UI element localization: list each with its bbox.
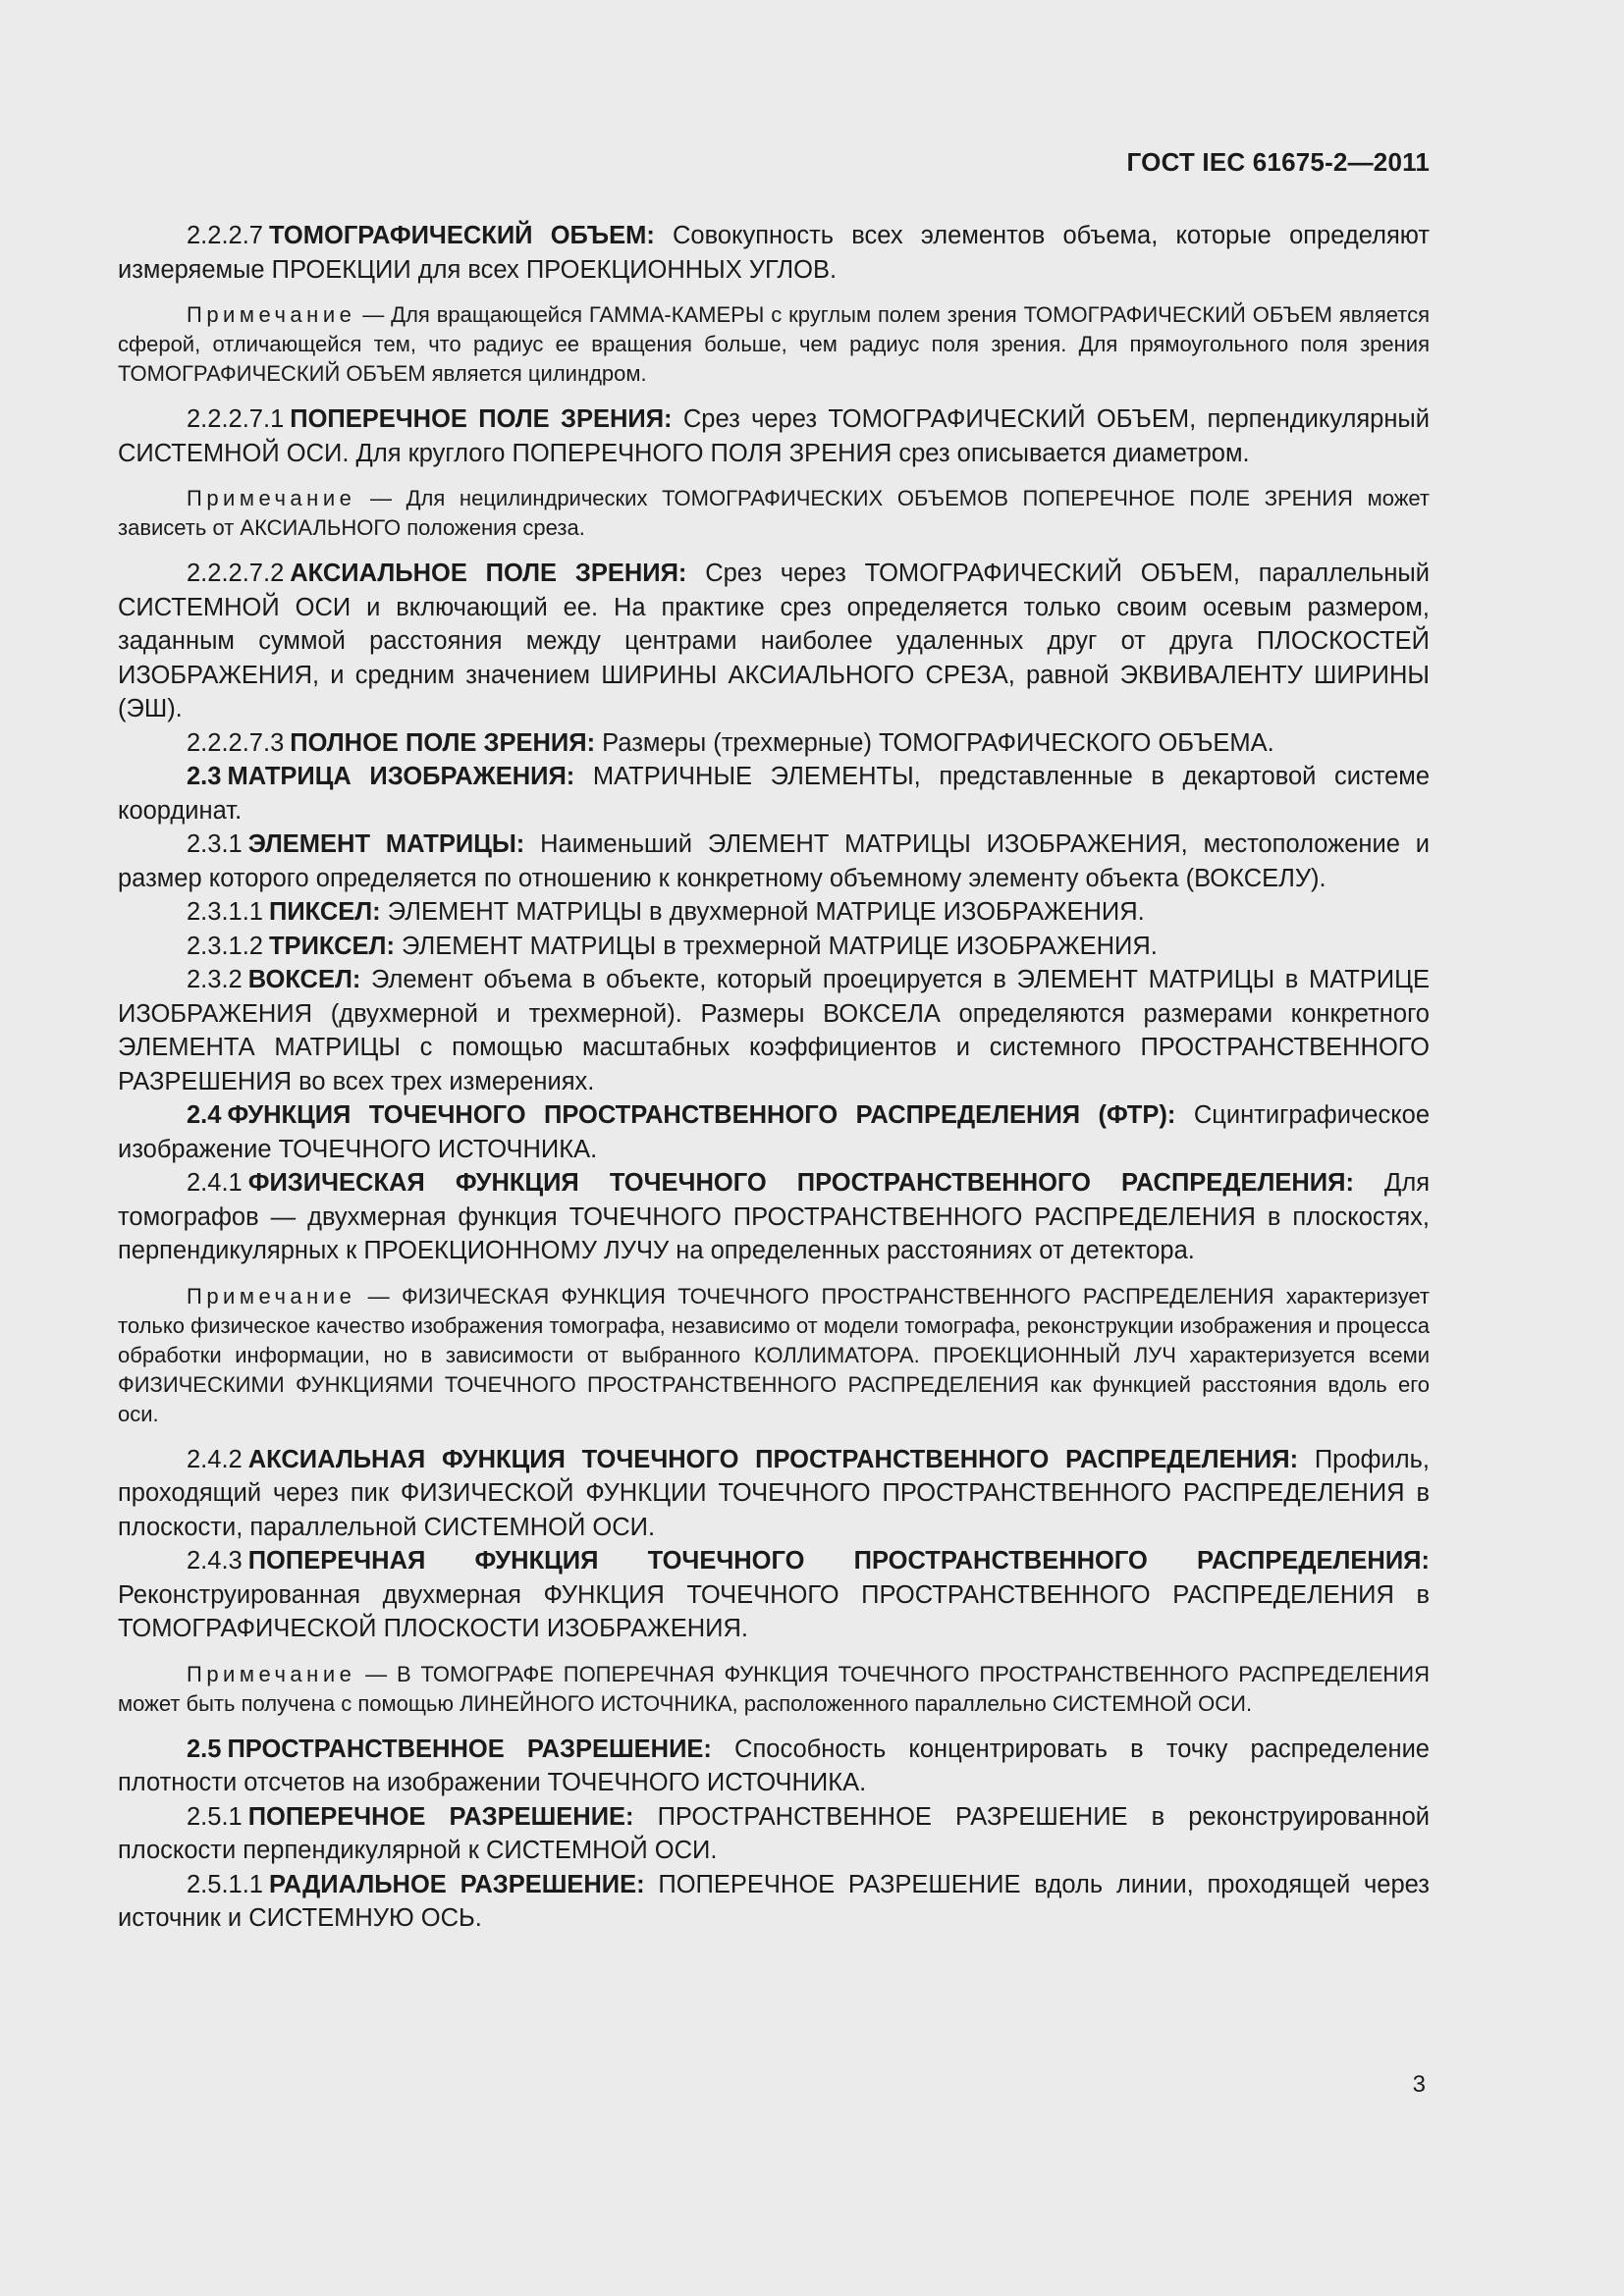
definition-text: ЭЛЕМЕНТ МАТРИЦЫ в двухмерной МАТРИЦЕ ИЗОБРАЖЕНИЯ. [380,898,1145,926]
term: ТРИКСЕЛ: [268,932,395,960]
clause-number: 2.4.2 [187,1445,243,1473]
definition-text: Профиль, проходящий через пик ФИЗИЧЕСКОЙ ФУНКЦИИ ТОЧЕЧНОГО ПРОСТРАНСТВЕННОГО РАСПРЕДЕЛЕНИЯ в плоскости, параллельной СИСТЕМНОЙ ОСИ. [118,1445,1430,1541]
definition-paragraph [118,1868,1430,1936]
definition-text: ЭЛЕМЕНТ МАТРИЦЫ в трехмерной МАТРИЦЕ ИЗОБРАЖЕНИЯ. [394,932,1158,960]
clause-number: 2.3.1 [187,830,243,858]
definition-text: Для томографов — двухмерная функция ТОЧЕЧНОГО ПРОСТРАНСТВЕННОГО РАСПРЕДЕЛЕНИЯ в плоскостях, перпендикулярных к ПРОЕКЦИОННОМУ ЛУЧУ на определенных расстояниях от детектора. [118,1169,1431,1264]
definition-text: Срез через ТОМОГРАФИЧЕСКИЙ ОБЪЕМ, параллельный СИСТЕМНОЙ ОСИ и включающий ее. На практике срез определяется только своим осевым размером, заданным суммой расстояния между центрами наиболее удаленных друг от друга ПЛОСКОСТЕЙ ИЗОБРАЖЕНИЯ, и средним значением ШИРИНЫ АКСИАЛЬНОГО СРЕЗА, равной ЭКВИВАЛЕНТУ ШИРИНЫ (ЭШ). [118,560,1430,722]
note-paragraph [118,1660,1430,1719]
page-number: 3 [1412,2071,1426,2098]
definition-paragraph [118,760,1430,828]
term: ПИКСЕЛ: [268,898,381,926]
definition-paragraph [118,557,1430,726]
note-label: Примечание [187,1283,356,1308]
definition-paragraph [118,828,1430,895]
term: МАТРИЦА ИЗОБРАЖЕНИЯ: [227,763,575,790]
clause-number: 2.3.2 [187,966,243,993]
clause-number: 2.4 [187,1101,222,1129]
definition-text: Размеры (трехмерные) ТОМОГРАФИЧЕСКОГО ОБЪЕМА. [595,728,1274,757]
term: ПРОСТРАНСТВЕННОЕ РАЗРЕШЕНИЕ: [227,1735,712,1763]
clause-number: 2.5 [187,1735,222,1763]
clause-number: 2.3 [187,763,222,790]
definition-text: МАТРИЧНЫЕ ЭЛЕМЕНТЫ, представленные в декартовой системе координат. [118,763,1431,825]
clause-number: 2.2.2.7.3 [187,728,285,757]
term: ТОМОГРАФИЧЕСКИЙ ОБЪЕМ: [268,222,655,249]
note-paragraph [118,1282,1430,1429]
note-paragraph [118,484,1430,543]
term: ПОЛНОЕ ПОЛЕ ЗРЕНИЯ: [290,728,596,757]
definition-text: Совокупность всех элементов объема, которые определяют измеряемые ПРОЕКЦИИ для всех ПРОЕКЦИОННЫХ УГЛОВ. [118,222,1431,284]
definition-paragraph [118,930,1430,964]
definition-paragraph [118,1800,1430,1868]
note-label: Примечание [187,302,356,327]
clause-number: 2.2.2.7.1 [187,405,285,433]
definition-paragraph [118,1166,1430,1268]
term: АКСИАЛЬНАЯ ФУНКЦИЯ ТОЧЕЧНОГО ПРОСТРАНСТВЕННОГО РАСПРЕДЕЛЕНИЯ: [247,1445,1299,1473]
term: ВОКСЕЛ: [247,966,361,993]
note-text: — Для вращающейся ГАММА-КАМЕРЫ с круглым полем зрения ТОМОГРАФИЧЕСКИЙ ОБЪЕМ является сферой, отличающейся тем, что радиус ее вращения больше, чем радиус поля зрения. Для прямоугольного поля зрения ТОМОГРАФИЧЕСКИЙ ОБЪЕМ является цилиндром. [118,302,1430,386]
definition-text: Срез через ТОМОГРАФИЧЕСКИЙ ОБЪЕМ, перпендикулярный СИСТЕМНОЙ ОСИ. Для круглого ПОПЕРЕЧНОГО ПОЛЯ ЗРЕНИЯ срез описывается диаметром. [118,405,1430,467]
definition-text: ПОПЕРЕЧНОЕ РАЗРЕШЕНИЕ вдоль линии, проходящей через источник и СИСТЕМНУЮ ОСЬ. [118,1870,1430,1932]
definition-text: ПРОСТРАНСТВЕННОЕ РАЗРЕШЕНИЕ в реконструированной плоскости перпендикулярной к СИСТЕМНОЙ ОСИ. [118,1802,1430,1864]
term: РАДИАЛЬНОЕ РАЗРЕШЕНИЕ: [268,1870,645,1898]
definition-paragraph [118,963,1430,1098]
definition-paragraph [118,1733,1430,1800]
clause-number: 2.3.1.1 [187,898,263,926]
definition-text: Наименьший ЭЛЕМЕНТ МАТРИЦЫ ИЗОБРАЖЕНИЯ, местоположение и размер которого определяется по отношению к конкретному объемному элементу объекта (ВОКСЕЛУ). [118,830,1431,892]
definition-paragraph [118,726,1430,761]
note-label: Примечание [187,1661,356,1686]
definition-text: Способность концентрировать в точку распределение плотности отсчетов на изображении ТОЧЕЧНОГО ИСТОЧНИКА. [118,1735,1430,1796]
note-text: — В ТОМОГРАФЕ ПОПЕРЕЧНАЯ ФУНКЦИЯ ТОЧЕЧНОГО ПРОСТРАНСТВЕННОГО РАСПРЕДЕЛЕНИЯ может быть получена с помощью ЛИНЕЙНОГО ИСТОЧНИКА, расположенного параллельно СИСТЕМНОЙ ОСИ. [118,1661,1430,1716]
note-paragraph [118,300,1430,389]
term: АКСИАЛЬНОЕ ПОЛЕ ЗРЕНИЯ: [290,560,687,587]
definition-text: Элемент объема в объекте, который проецируется в ЭЛЕМЕНТ МАТРИЦЫ в МАТРИЦЕ ИЗОБРАЖЕНИЯ (двухмерной и трехмерной). Размеры ВОКСЕЛА определяются размерами конкретного ЭЛЕМЕНТА МАТРИЦЫ с помощью масштабных коэффициентов и системного ПРОСТРАНСТВЕННОГО РАЗРЕШЕНИЯ во всех трех измерениях. [118,966,1430,1095]
note-text: — ФИЗИЧЕСКАЯ ФУНКЦИЯ ТОЧЕЧНОГО ПРОСТРАНСТВЕННОГО РАСПРЕДЕЛЕНИЯ характеризует только физическое качество изображения томографа, независимо от модели томографа, реконструкции изображения и процесса обработки информации, но в зависимости от выбранного КОЛЛИМАТОРА. ПРОЕКЦИОННЫЙ ЛУЧ характеризуется всеми ФИЗИЧЕСКИМИ ФУНКЦИЯМИ ТОЧЕЧНОГО ПРОСТРАНСТВЕННОГО РАСПРЕДЕЛЕНИЯ как функцией расстояния вдоль его оси. [118,1283,1430,1426]
definition-paragraph [118,219,1430,287]
definition-text: Сцинтиграфическое изображение ТОЧЕЧНОГО ИСТОЧНИКА. [118,1101,1430,1163]
definition-paragraph [118,1098,1430,1166]
definition-paragraph [118,402,1430,470]
term: ПОПЕРЕЧНОЕ РАЗРЕШЕНИЕ: [247,1802,634,1831]
note-label: Примечание [187,486,356,510]
clause-number: 2.2.2.7.2 [187,560,285,587]
definition-paragraph [118,1443,1430,1545]
document-header: ГОСТ IEC 61675-2—2011 [1126,147,1430,177]
term: ПОПЕРЕЧНОЕ ПОЛЕ ЗРЕНИЯ: [290,405,673,433]
term: ФИЗИЧЕСКАЯ ФУНКЦИЯ ТОЧЕЧНОГО ПРОСТРАНСТВЕННОГО РАСПРЕДЕЛЕНИЯ: [247,1169,1354,1197]
clause-number: 2.5.1 [187,1802,243,1831]
clause-number: 2.5.1.1 [187,1870,263,1898]
definition-text: Реконструированная двухмерная ФУНКЦИЯ ТОЧЕЧНОГО ПРОСТРАНСТВЕННОГО РАСПРЕДЕЛЕНИЯ в ТОМОГРАФИЧЕСКОЙ ПЛОСКОСТИ ИЗОБРАЖЕНИЯ. [118,1580,1430,1642]
term: ПОПЕРЕЧНАЯ ФУНКЦИЯ ТОЧЕЧНОГО ПРОСТРАНСТВЕННОГО РАСПРЕДЕЛЕНИЯ: [247,1547,1430,1575]
note-text: — Для нецилиндрических ТОМОГРАФИЧЕСКИХ ОБЪЕМОВ ПОПЕРЕЧНОЕ ПОЛЕ ЗРЕНИЯ может зависеть от АКСИАЛЬНОГО положения среза. [118,486,1430,540]
clause-number: 2.4.3 [187,1547,243,1575]
document-body [118,219,1430,1936]
definition-paragraph [118,1544,1430,1646]
clause-number: 2.3.1.2 [187,932,263,960]
clause-number: 2.4.1 [187,1169,243,1197]
clause-number: 2.2.2.7 [187,222,263,249]
definition-paragraph [118,895,1430,930]
term: ФУНКЦИЯ ТОЧЕЧНОГО ПРОСТРАНСТВЕННОГО РАСПРЕДЕЛЕНИЯ (ФТР): [227,1101,1176,1129]
term: ЭЛЕМЕНТ МАТРИЦЫ: [247,830,525,858]
